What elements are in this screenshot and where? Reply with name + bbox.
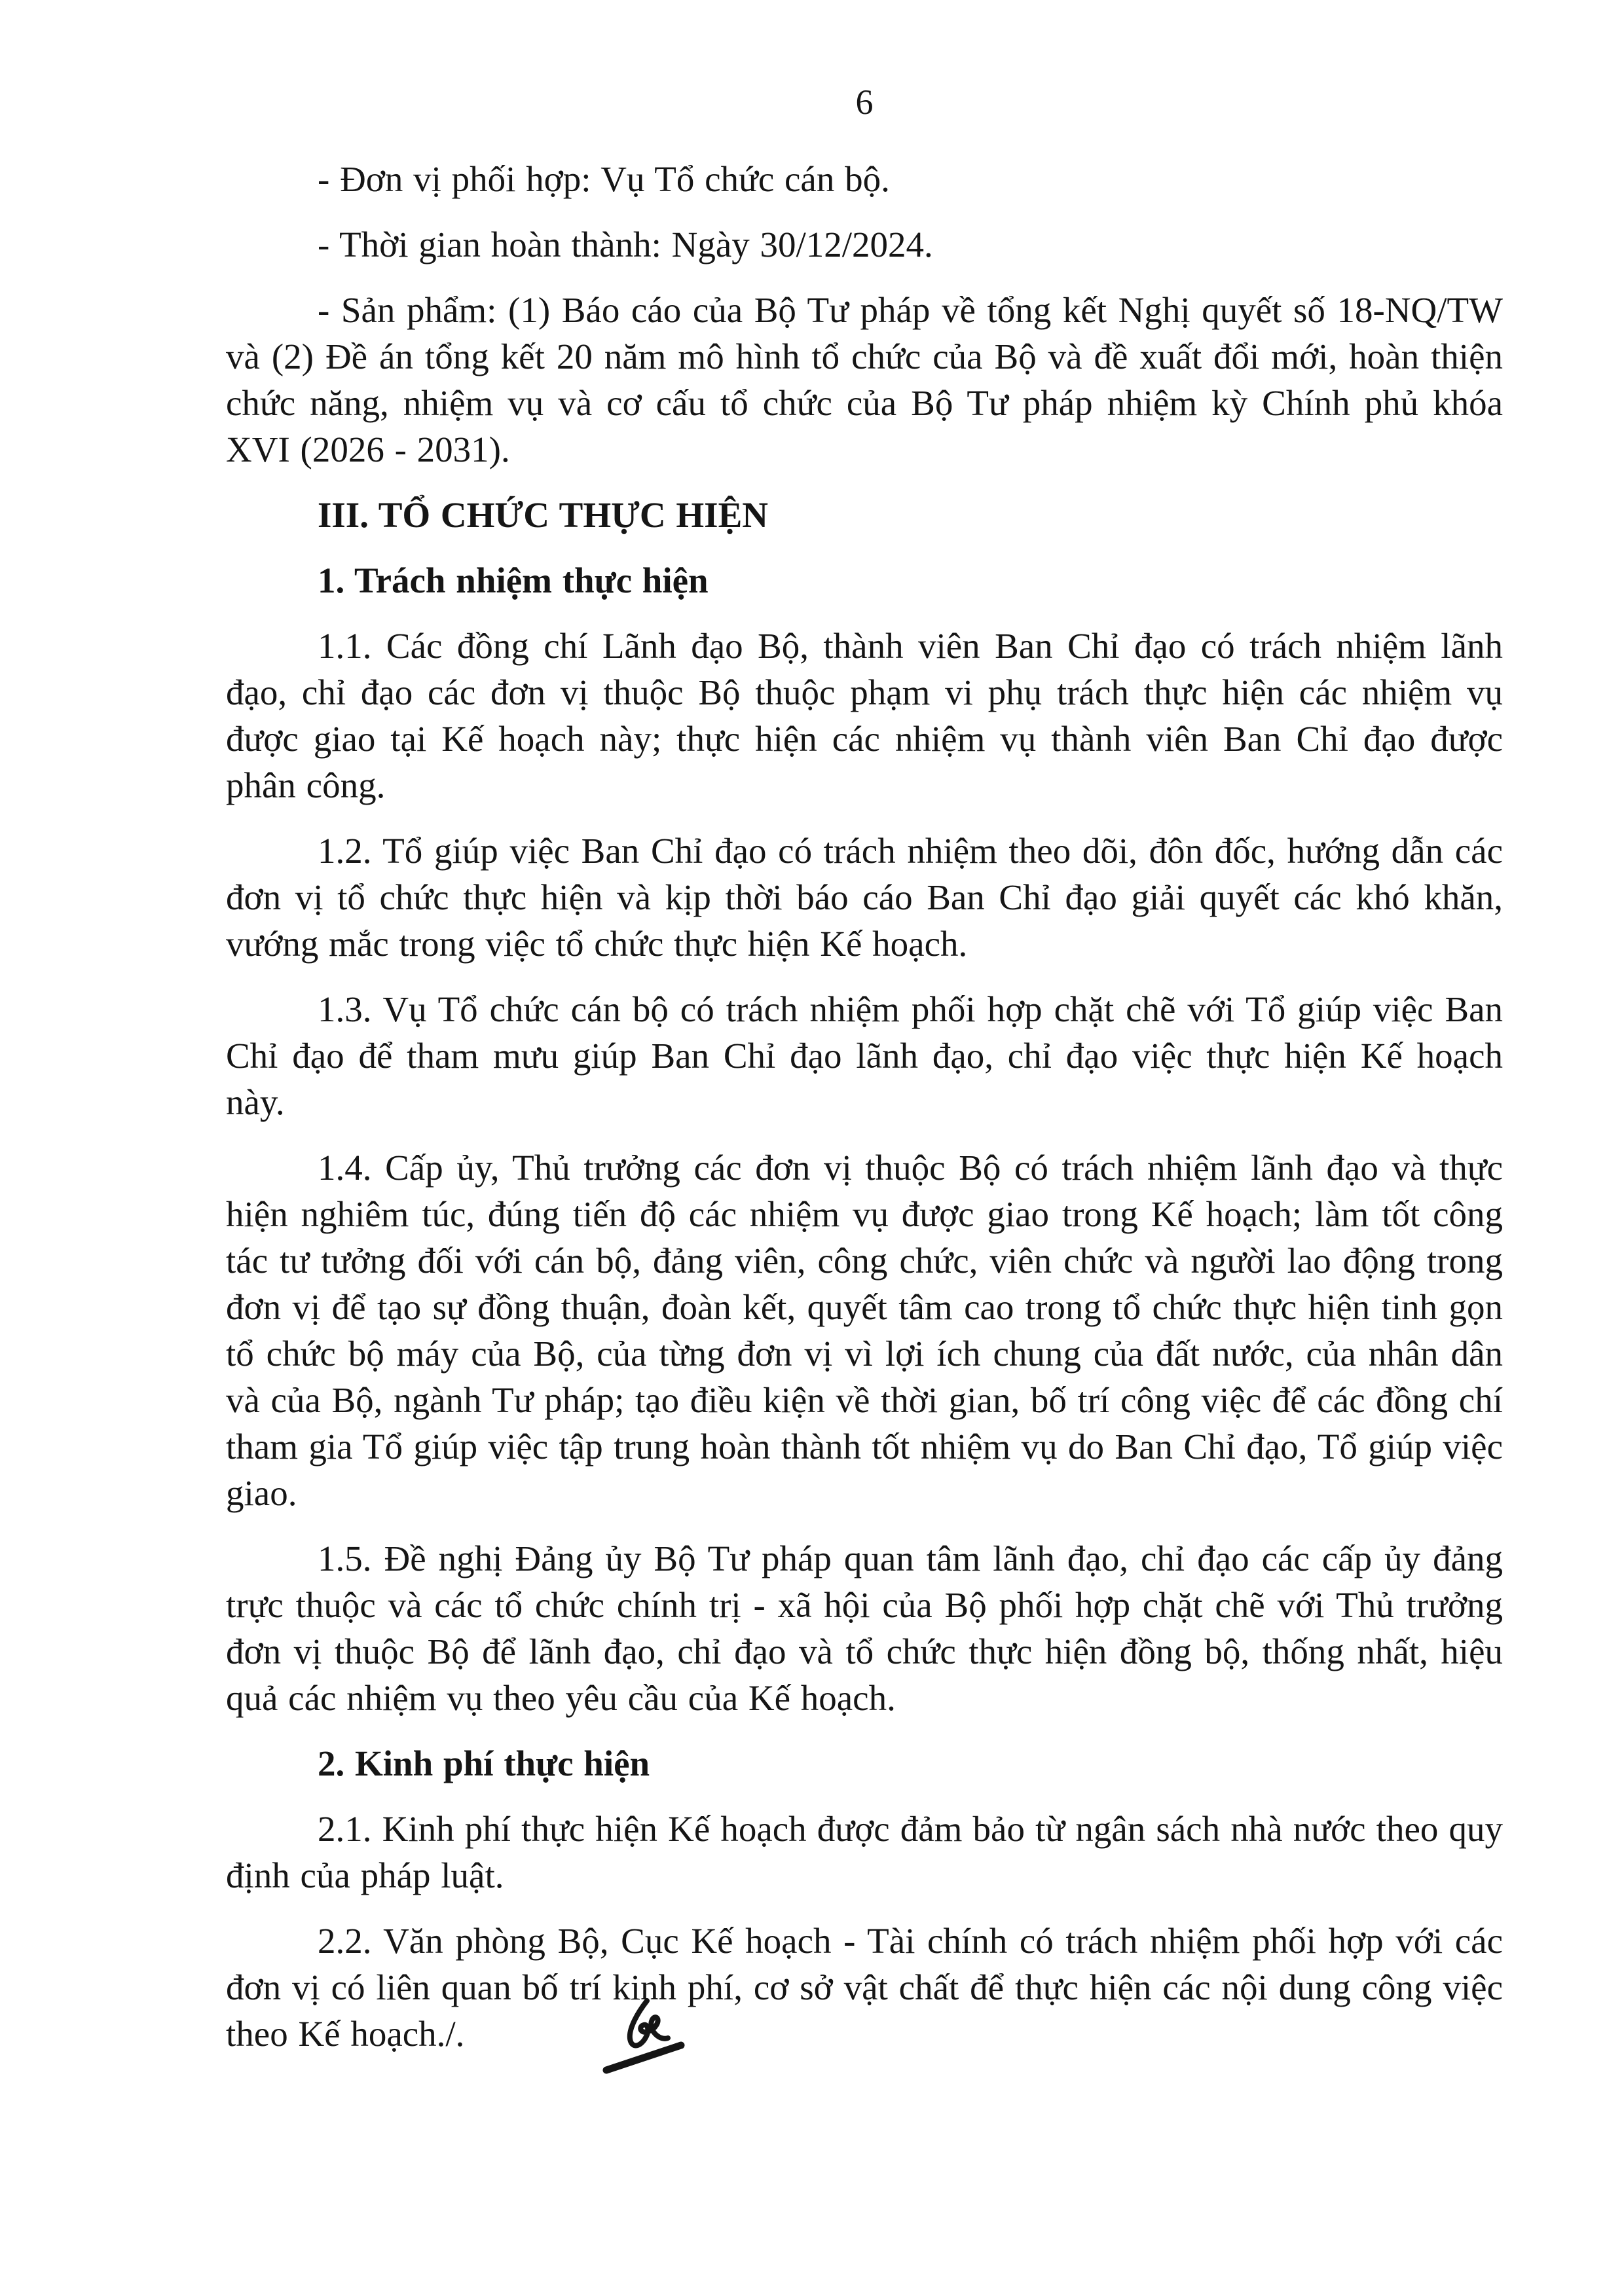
heading-section-iii: III. TỔ CHỨC THỰC HIỆN [318,495,768,535]
paragraph-1-5: 1.5. Đề nghị Đảng ủy Bộ Tư pháp quan tâm lãnh đạo, chỉ đạo các cấp ủy đảng trực thuộc và các tổ chức chính trị - xã hội của Bộ phối hợp chặt chẽ với Thủ trưởng đơn vị thuộc Bộ để lãnh đạo, chỉ đạo và tổ chức thực hiện đồng bộ, thống nhất, hiệu quả các nhiệm vụ theo yêu cầu của Kế hoạch. [226,1539,1503,1718]
heading-subsection-2: 2. Kinh phí thực hiện [318,1743,650,1783]
heading-subsection-1: 1. Trách nhiệm thực hiện [318,560,709,600]
paragraph-1-2: 1.2. Tổ giúp việc Ban Chỉ đạo có trách nhiệm theo dõi, đôn đốc, hướng dẫn các đơn vị tổ chức thực hiện và kịp thời báo cáo Ban Chỉ đạo giải quyết các khó khăn, vướng mắc trong việc tổ chức thực hiện Kế hoạch. [226,831,1503,964]
handwritten-initial-signature [589,1990,720,2082]
paragraph-coordinating-unit: - Đơn vị phối hợp: Vụ Tổ chức cán bộ. [318,159,890,199]
paragraph-1-3: 1.3. Vụ Tổ chức cán bộ có trách nhiệm phối hợp chặt chẽ với Tổ giúp việc Ban Chỉ đạo để tham mưu giúp Ban Chỉ đạo lãnh đạo, chỉ đạo việc thực hiện Kế hoạch này. [226,989,1503,1122]
document-page [226,82,1503,2076]
paragraph-2-1: 2.1. Kinh phí thực hiện Kế hoạch được đảm bảo từ ngân sách nhà nước theo quy định của pháp luật. [226,1809,1503,1895]
page-number: 6 [855,82,874,122]
paragraph-2-2: 2.2. Văn phòng Bộ, Cục Kế hoạch - Tài chính có trách nhiệm phối hợp với các đơn vị có liên quan bố trí kinh phí, cơ sở vật chất để thực hiện các nội dung công việc theo Kế hoạch./. [226,1921,1503,2054]
paragraph-1-4: 1.4. Cấp ủy, Thủ trưởng các đơn vị thuộc Bộ có trách nhiệm lãnh đạo và thực hiện nghiêm túc, đúng tiến độ các nhiệm vụ được giao trong Kế hoạch; làm tốt công tác tư tưởng đối với cán bộ, đảng viên, công chức, viên chức và người lao động trong đơn vị để tạo sự đồng thuận, đoàn kết, quyết tâm cao trong tổ chức thực hiện tinh gọn tổ chức bộ máy của Bộ, của từng đơn vị vì lợi ích chung của đất nước, của nhân dân và của Bộ, ngành Tư pháp; tạo điều kiện về thời gian, bố trí công việc để các đồng chí tham gia Tổ giúp việc tập trung hoàn thành tốt nhiệm vụ do Ban Chỉ đạo, Tổ giúp việc giao. [226,1148,1503,1513]
handwritten-initial-mark-icon [589,1990,720,2082]
paragraph-products: - Sản phẩm: (1) Báo cáo của Bộ Tư pháp về tổng kết Nghị quyết số 18-NQ/TW và (2) Đề án tổng kết 20 năm mô hình tổ chức của Bộ và đề xuất đổi mới, hoàn thiện chức năng, nhiệm vụ và cơ cấu tổ chức của Bộ Tư pháp nhiệm kỳ Chính phủ khóa XVI (2026 - 2031). [226,290,1503,469]
paragraph-1-1: 1.1. Các đồng chí Lãnh đạo Bộ, thành viên Ban Chỉ đạo có trách nhiệm lãnh đạo, chỉ đạo các đơn vị thuộc Bộ thuộc phạm vi phụ trách thực hiện các nhiệm vụ được giao tại Kế hoạch này; thực hiện các nhiệm vụ thành viên Ban Chỉ đạo được phân công. [226,626,1503,805]
paragraph-completion-time: - Thời gian hoàn thành: Ngày 30/12/2024. [318,225,933,264]
